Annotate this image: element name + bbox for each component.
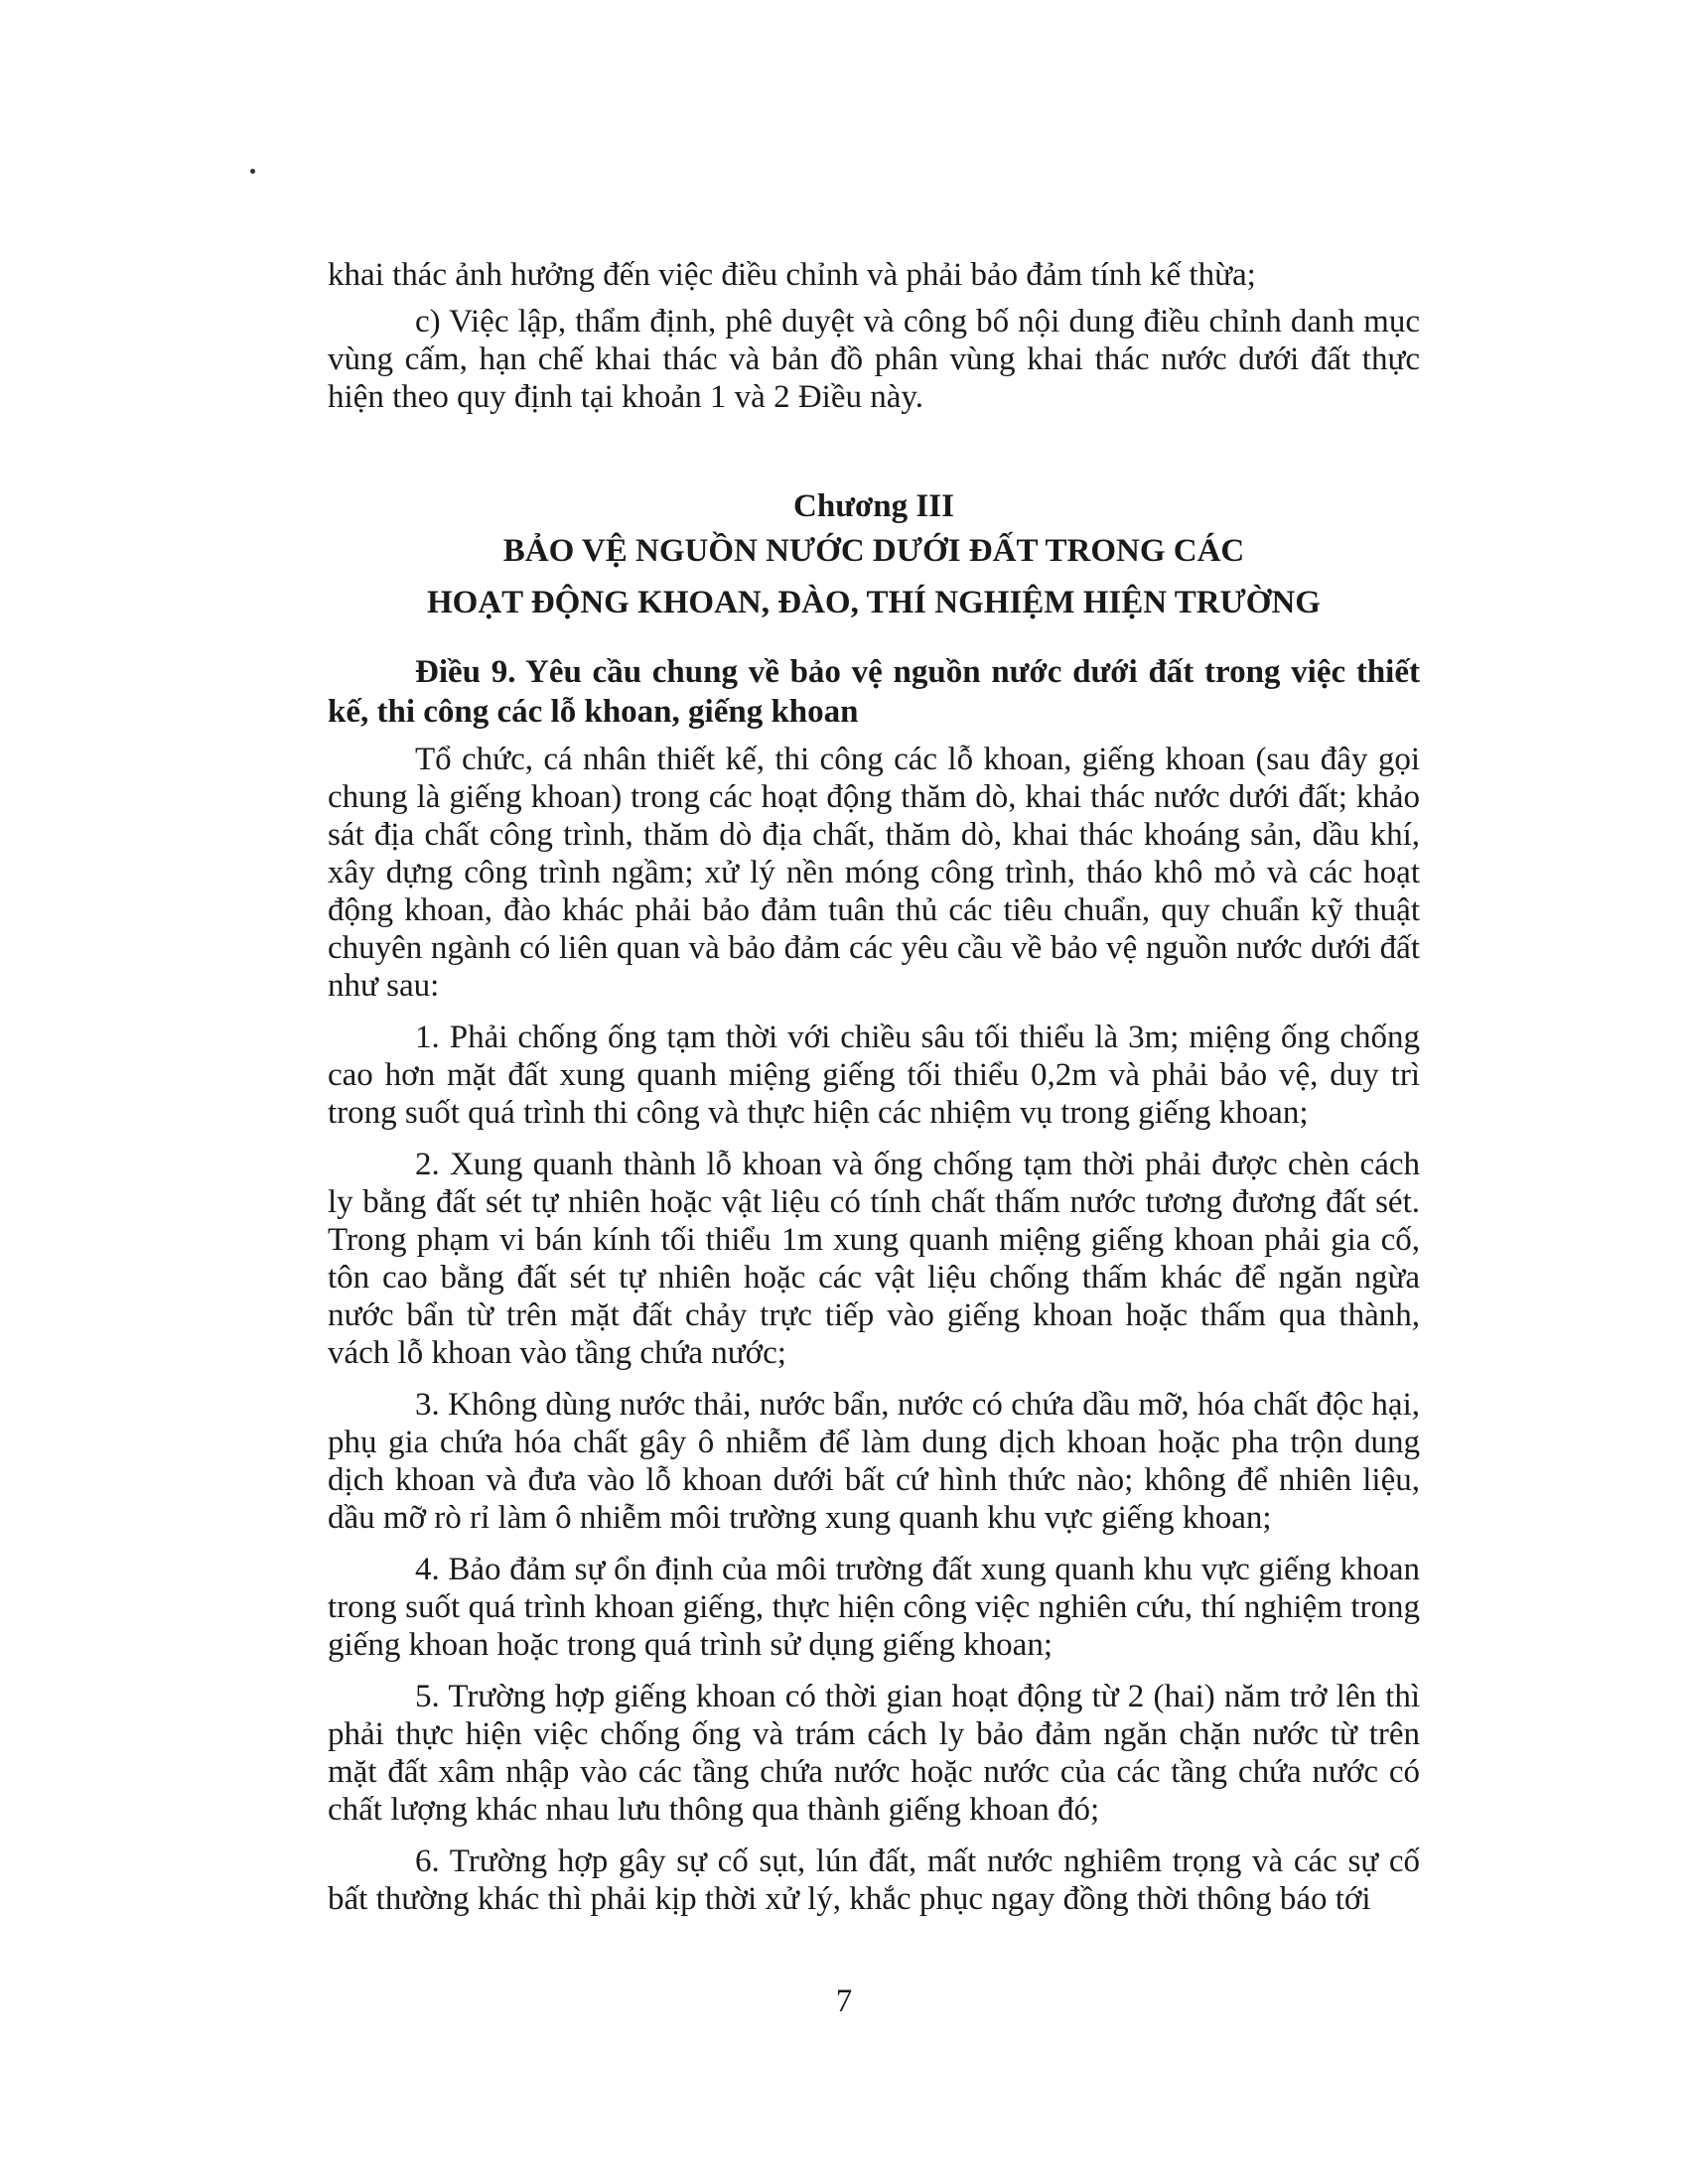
article-heading: Điều 9. Yêu cầu chung về bảo vệ nguồn nước dưới đất trong việc thiết kế, thi công các lỗ khoan, giếng khoan [328, 654, 1420, 730]
chapter-title-line-2: HOẠT ĐỘNG KHOAN, ĐÀO, THÍ NGHIỆM HIỆN TRƯỜNG [427, 585, 1321, 620]
list-item-5: 5. Trường hợp giếng khoan có thời gian hoạt động từ 2 (hai) năm trở lên thì phải thực hiện việc chống ống và trám cách ly bảo đảm ngăn chặn nước từ trên mặt đất xâm nhập vào các tầng chứa nước hoặc nước của các tầng chứa nước có chất lượng khác nhau lưu thông qua thành giếng khoan đó; [328, 1679, 1420, 1828]
chapter-title-line-1: BẢO VỆ NGUỒN NƯỚC DƯỚI ĐẤT TRONG CÁC [502, 533, 1245, 569]
intro-continuation: khai thác ảnh hưởng đến việc điều chỉnh và phải bảo đảm tính kế thừa; [328, 257, 1256, 293]
page-number: 7 [835, 1983, 853, 2019]
list-item-3: 3. Không dùng nước thải, nước bẩn, nước có chứa dầu mỡ, hóa chất độc hại, phụ gia chứa hóa chất gây ô nhiễm để làm dung dịch khoan hoặc pha trộn dung dịch khoan và đưa vào lỗ khoan dưới bất cứ hình thức nào; không để nhiên liệu, dầu mỡ rò rỉ làm ô nhiễm môi trường xung quanh khu vực giếng khoan; [328, 1387, 1420, 1536]
list-item-6: 6. Trường hợp gây sự cố sụt, lún đất, mất nước nghiêm trọng và các sự cố bất thường khác thì phải kịp thời xử lý, khắc phục ngay đồng thời thông báo tới [328, 1843, 1420, 1917]
point-c-paragraph: c) Việc lập, thẩm định, phê duyệt và công bố nội dung điều chỉnh danh mục vùng cấm, hạn chế khai thác và bản đồ phân vùng khai thác nước dưới đất thực hiện theo quy định tại khoản 1 và 2 Điều này. [328, 304, 1420, 415]
list-item-4: 4. Bảo đảm sự ổn định của môi trường đất xung quanh khu vực giếng khoan trong suốt quá trình khoan giếng, thực hiện công việc nghiên cứu, thí nghiệm trong giếng khoan hoặc trong quá trình sử dụng giếng khoan; [328, 1552, 1420, 1663]
scan-speck [250, 169, 255, 174]
document-page [328, 256, 1420, 1918]
chapter-heading [328, 487, 1420, 628]
list-item-2: 2. Xung quanh thành lỗ khoan và ống chống tạm thời phải được chèn cách ly bằng đất sét tự nhiên hoặc vật liệu có tính chất thấm nước tương đương đất sét. Trong phạm vi bán kính tối thiểu 1m xung quanh miệng giếng khoan phải gia cố, tôn cao bằng đất sét tự nhiên hoặc các vật liệu chống thấm khác để ngăn ngừa nước bẩn từ trên mặt đất chảy trực tiếp vào giếng khoan hoặc thấm qua thành, vách lỗ khoan vào tầng chứa nước; [328, 1147, 1420, 1371]
article-intro-paragraph: Tổ chức, cá nhân thiết kế, thi công các lỗ khoan, giếng khoan (sau đây gọi chung là giếng khoan) trong các hoạt động thăm dò, khai thác nước dưới đất; khảo sát địa chất công trình, thăm dò địa chất, thăm dò, khai thác khoáng sản, dầu khí, xây dựng công trình ngầm; xử lý nền móng công trình, tháo khô mỏ và các hoạt động khoan, đào khác phải bảo đảm tuân thủ các tiêu chuẩn, quy chuẩn kỹ thuật chuyên ngành có liên quan và bảo đảm các yêu cầu về bảo vệ nguồn nước dưới đất như sau: [328, 742, 1420, 1004]
chapter-number: Chương III [793, 488, 954, 524]
list-item-1: 1. Phải chống ống tạm thời với chiều sâu tối thiểu là 3m; miệng ống chống cao hơn mặt đất xung quanh miệng giếng tối thiểu 0,2m và phải bảo vệ, duy trì trong suốt quá trình thi công và thực hiện các nhiệm vụ trong giếng khoan; [328, 1020, 1420, 1131]
